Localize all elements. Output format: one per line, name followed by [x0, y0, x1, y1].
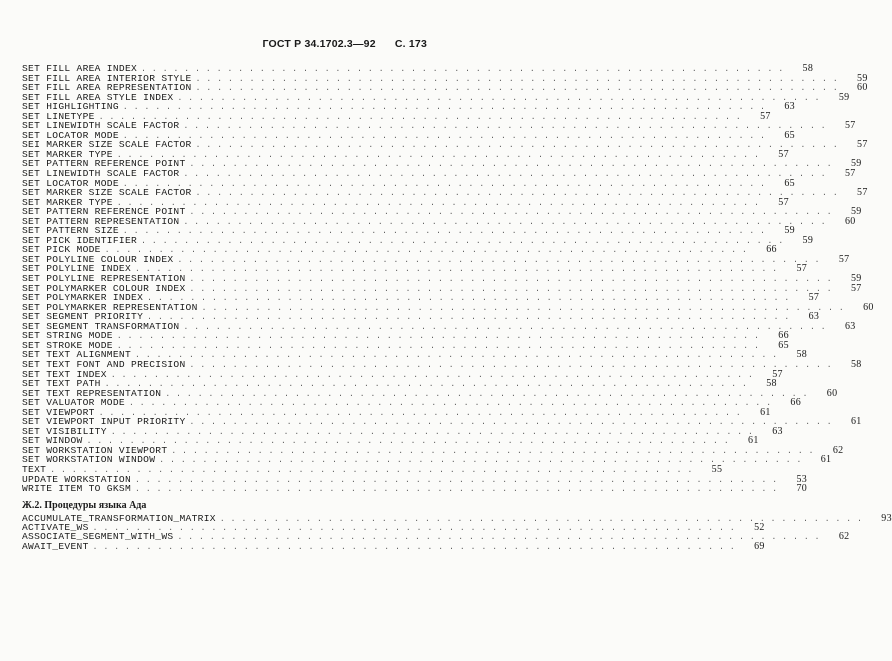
- entry-label: TEXT: [22, 463, 47, 475]
- entry-label: AWAIT_EVENT: [22, 540, 89, 552]
- entry-page: 57: [772, 368, 783, 380]
- entry-label: SET PATTERN REFERENCE POINT: [22, 206, 186, 218]
- entry-label: SET WORKSTATION WINDOW: [22, 454, 156, 466]
- dot-leader: ............................................................: [135, 351, 784, 361]
- dot-leader: ............................................................: [122, 131, 771, 141]
- entry-page: 61: [748, 435, 759, 447]
- entry-label: SET WINDOW: [22, 435, 83, 447]
- dot-leader: ............................................................: [165, 389, 814, 399]
- entry-label: SET VISIBILITY: [22, 425, 107, 437]
- entry-page: 58: [796, 349, 808, 361]
- entry-page: 57: [838, 253, 850, 265]
- entry-label: WRITE ITEM TO GKSM: [22, 483, 132, 495]
- dot-leader: ............................................................: [219, 514, 868, 524]
- entry-page: 60: [844, 215, 856, 227]
- dot-leader: ............................................................: [98, 112, 747, 122]
- dot-leader: ............................................................: [92, 542, 741, 552]
- entry-page: 57: [760, 110, 771, 122]
- entry-page: 57: [778, 148, 789, 160]
- dot-leader: ............................................................: [122, 227, 771, 237]
- entry-label: ASSOCIATE_SEGMENT_WITH_WS: [22, 531, 174, 543]
- dot-leader: ............................................................: [86, 437, 735, 447]
- entry-page: 60: [863, 301, 874, 313]
- ada-entries: [22, 512, 892, 552]
- index-entry: [22, 483, 808, 495]
- entry-page: 60: [826, 387, 838, 399]
- dot-leader: ............................................................: [98, 408, 747, 418]
- dot-leader: ............................................................: [177, 93, 826, 103]
- entry-label: SET PATTERN REPRESENTATION: [22, 215, 180, 227]
- entry-page: 59: [850, 273, 862, 285]
- dot-leader: ............................................................: [189, 160, 838, 170]
- entry-label: SET LINEWIDTH SCALE FACTOR: [22, 120, 180, 132]
- dot-leader: ............................................................: [141, 65, 790, 74]
- entry-page: 57: [844, 168, 856, 180]
- dot-leader: ............................................................: [135, 485, 784, 495]
- entry-page: 61: [760, 406, 771, 418]
- index-entry: [22, 540, 765, 552]
- dot-leader: ............................................................: [50, 465, 699, 475]
- entry-page: 65: [784, 129, 795, 141]
- dot-leader: ............................................................: [183, 170, 832, 180]
- entry-page: 70: [796, 483, 808, 495]
- entry-page: 59: [850, 158, 862, 170]
- entry-label: SET POLYLINE INDEX: [22, 263, 132, 275]
- entry-label: SET VIEWPORT: [22, 406, 95, 418]
- entry-label: UPDATE WORKSTATION: [22, 473, 132, 485]
- entry-label: SET PICK MODE: [22, 244, 101, 256]
- entry-label: SET POLYLINE REPRESENTATION: [22, 273, 186, 285]
- dot-leader: ............................................................: [159, 456, 808, 466]
- entry-label: SET LINEWIDTH SCALE FACTOR: [22, 168, 180, 180]
- entry-page: 58: [850, 358, 862, 370]
- entry-page: 58: [766, 378, 777, 390]
- index-entry: [22, 425, 783, 437]
- entry-page: 57: [796, 263, 808, 275]
- entry-page: 59: [857, 72, 868, 84]
- entry-label: SET FILL AREA REPRESENTATION: [22, 82, 192, 94]
- dot-leader: ............................................................: [141, 236, 790, 246]
- dot-leader: ............................................................: [92, 524, 741, 533]
- entry-page: 61: [850, 416, 862, 428]
- entry-label: ACCUMULATE_TRANSFORMATION_MATRIX: [22, 512, 216, 524]
- entry-page: 57: [857, 187, 868, 199]
- entry-page: 66: [766, 244, 777, 256]
- dot-leader: ............................................................: [116, 150, 765, 160]
- entry-page: 53: [796, 473, 808, 485]
- section-heading: Ж.2. Процедуры языка Ада: [22, 499, 147, 511]
- entry-label: SET TEXT PATH: [22, 378, 101, 390]
- dot-leader: ............................................................: [104, 380, 753, 390]
- entry-label: SET FILL AREA INTERIOR STYLE: [22, 72, 192, 84]
- entry-page: 93: [881, 512, 892, 524]
- dot-leader: ............................................................: [122, 179, 771, 189]
- entry-label: SET STROKE MODE: [22, 339, 113, 351]
- entry-label: SET TEXT REPRESENTATION: [22, 387, 162, 399]
- dot-leader: ............................................................: [201, 303, 850, 313]
- entry-page: 59: [838, 91, 850, 103]
- dot-leader: ............................................................: [122, 103, 771, 113]
- dot-leader: ............................................................: [110, 370, 759, 380]
- entry-page: 63: [784, 101, 795, 113]
- entry-label: SET PATTERN REFERENCE POINT: [22, 158, 186, 170]
- page-number: С. 173: [394, 38, 427, 50]
- document-title: ГОСТ Р 34.1702.3—92: [262, 38, 376, 50]
- entry-label: SET LINETYPE: [22, 110, 95, 122]
- dot-leader: ............................................................: [116, 341, 765, 351]
- entry-page: 59: [802, 234, 814, 246]
- entry-page: 62: [832, 444, 844, 456]
- entry-label: SET PATTERN SIZE: [22, 225, 119, 237]
- gks-entries: [22, 63, 874, 495]
- dot-leader: ............................................................: [110, 427, 759, 437]
- dot-leader: ............................................................: [189, 275, 838, 285]
- dot-leader: ............................................................: [104, 246, 753, 256]
- entry-label: SET PICK IDENTIFIER: [22, 234, 138, 246]
- page-header: [262, 38, 427, 50]
- dot-leader: ............................................................: [189, 208, 838, 218]
- entry-page: 58: [802, 63, 814, 74]
- dot-leader: ............................................................: [195, 84, 844, 94]
- entry-page: 69: [754, 540, 765, 552]
- entry-page: 57: [844, 120, 856, 132]
- entry-page: 59: [784, 225, 795, 237]
- dot-leader: ............................................................: [183, 122, 832, 132]
- entry-label: SEI MARKER SIZE SCALE FACTOR: [22, 139, 192, 151]
- dot-leader: ............................................................: [189, 418, 838, 428]
- dot-leader: ............................................................: [116, 198, 765, 208]
- entry-label: SET POLYLINE COLOUR INDEX: [22, 253, 174, 265]
- dot-leader: ............................................................: [147, 294, 796, 304]
- dot-leader: ............................................................: [189, 360, 838, 370]
- entry-label: SET TEXT ALIGNMENT: [22, 349, 132, 361]
- entry-page: 62: [838, 531, 850, 543]
- entry-page: 65: [778, 339, 789, 351]
- entry-page: 63: [844, 320, 856, 332]
- entry-label: SET STRING MODE: [22, 330, 113, 342]
- index-list: [22, 63, 892, 552]
- entry-label: SET MARKER SIZE SCALE FACTOR: [22, 187, 192, 199]
- entry-page: 57: [808, 292, 820, 304]
- dot-leader: ............................................................: [128, 399, 778, 409]
- entry-page: 57: [857, 139, 868, 151]
- dot-leader: ............................................................: [116, 332, 765, 342]
- entry-label: SET VALUATOR MODE: [22, 397, 125, 409]
- dot-leader: ............................................................: [189, 284, 838, 294]
- entry-page: 65: [784, 177, 795, 189]
- dot-leader: ............................................................: [147, 313, 796, 323]
- entry-label: SET POLYMARKER INDEX: [22, 292, 144, 304]
- entry-label: SET TEXT FONT AND PRECISION: [22, 358, 186, 370]
- entry-page: 59: [850, 206, 862, 218]
- entry-page: 63: [808, 311, 820, 323]
- entry-label: SET MARKER TYPE: [22, 148, 113, 160]
- entry-label: SET SEGMENT TRANSFORMATION: [22, 320, 180, 332]
- index-entry: [22, 454, 832, 466]
- dot-leader: ............................................................: [171, 446, 820, 456]
- entry-page: 63: [772, 425, 783, 437]
- entry-label: SET WORKSTATION VIEWPORT: [22, 444, 168, 456]
- dot-leader: ............................................................: [195, 189, 844, 199]
- dot-leader: ............................................................: [177, 533, 826, 543]
- entry-page: 52: [754, 522, 765, 533]
- dot-leader: ............................................................: [195, 74, 844, 84]
- entry-label: SET SEGMENT PRIORITY: [22, 311, 144, 323]
- entry-label: ACTIVATE_WS: [22, 522, 89, 533]
- entry-label: SET MARKER TYPE: [22, 196, 113, 208]
- dot-leader: ............................................................: [195, 141, 844, 151]
- entry-page: 66: [790, 397, 802, 409]
- dot-leader: ............................................................: [183, 322, 832, 332]
- entry-page: 55: [711, 463, 723, 475]
- entry-page: 61: [820, 454, 832, 466]
- entry-label: SET POLYMARKER REPRESENTATION: [22, 301, 198, 313]
- entry-label: SET VIEWPORT INPUT PRIORITY: [22, 416, 186, 428]
- dot-leader: ............................................................: [135, 475, 784, 485]
- entry-label: SET TEXT INDEX: [22, 368, 107, 380]
- entry-label: SET HIGHLIGHTING: [22, 101, 119, 113]
- dot-leader: ............................................................: [177, 255, 826, 265]
- entry-page: 66: [778, 330, 789, 342]
- entry-label: SET LOCATOR MODE: [22, 129, 119, 141]
- dot-leader: ............................................................: [135, 265, 784, 275]
- entry-label: SET LOCATOR MODE: [22, 177, 119, 189]
- entry-page: 60: [857, 82, 868, 94]
- entry-page: 57: [778, 196, 789, 208]
- entry-label: SET FILL AREA STYLE INDEX: [22, 91, 174, 103]
- entry-page: 57: [850, 282, 862, 294]
- entry-label: SET POLYMARKER COLOUR INDEX: [22, 282, 186, 294]
- entry-label: SET FILL AREA INDEX: [22, 63, 138, 74]
- dot-leader: ............................................................: [183, 217, 832, 227]
